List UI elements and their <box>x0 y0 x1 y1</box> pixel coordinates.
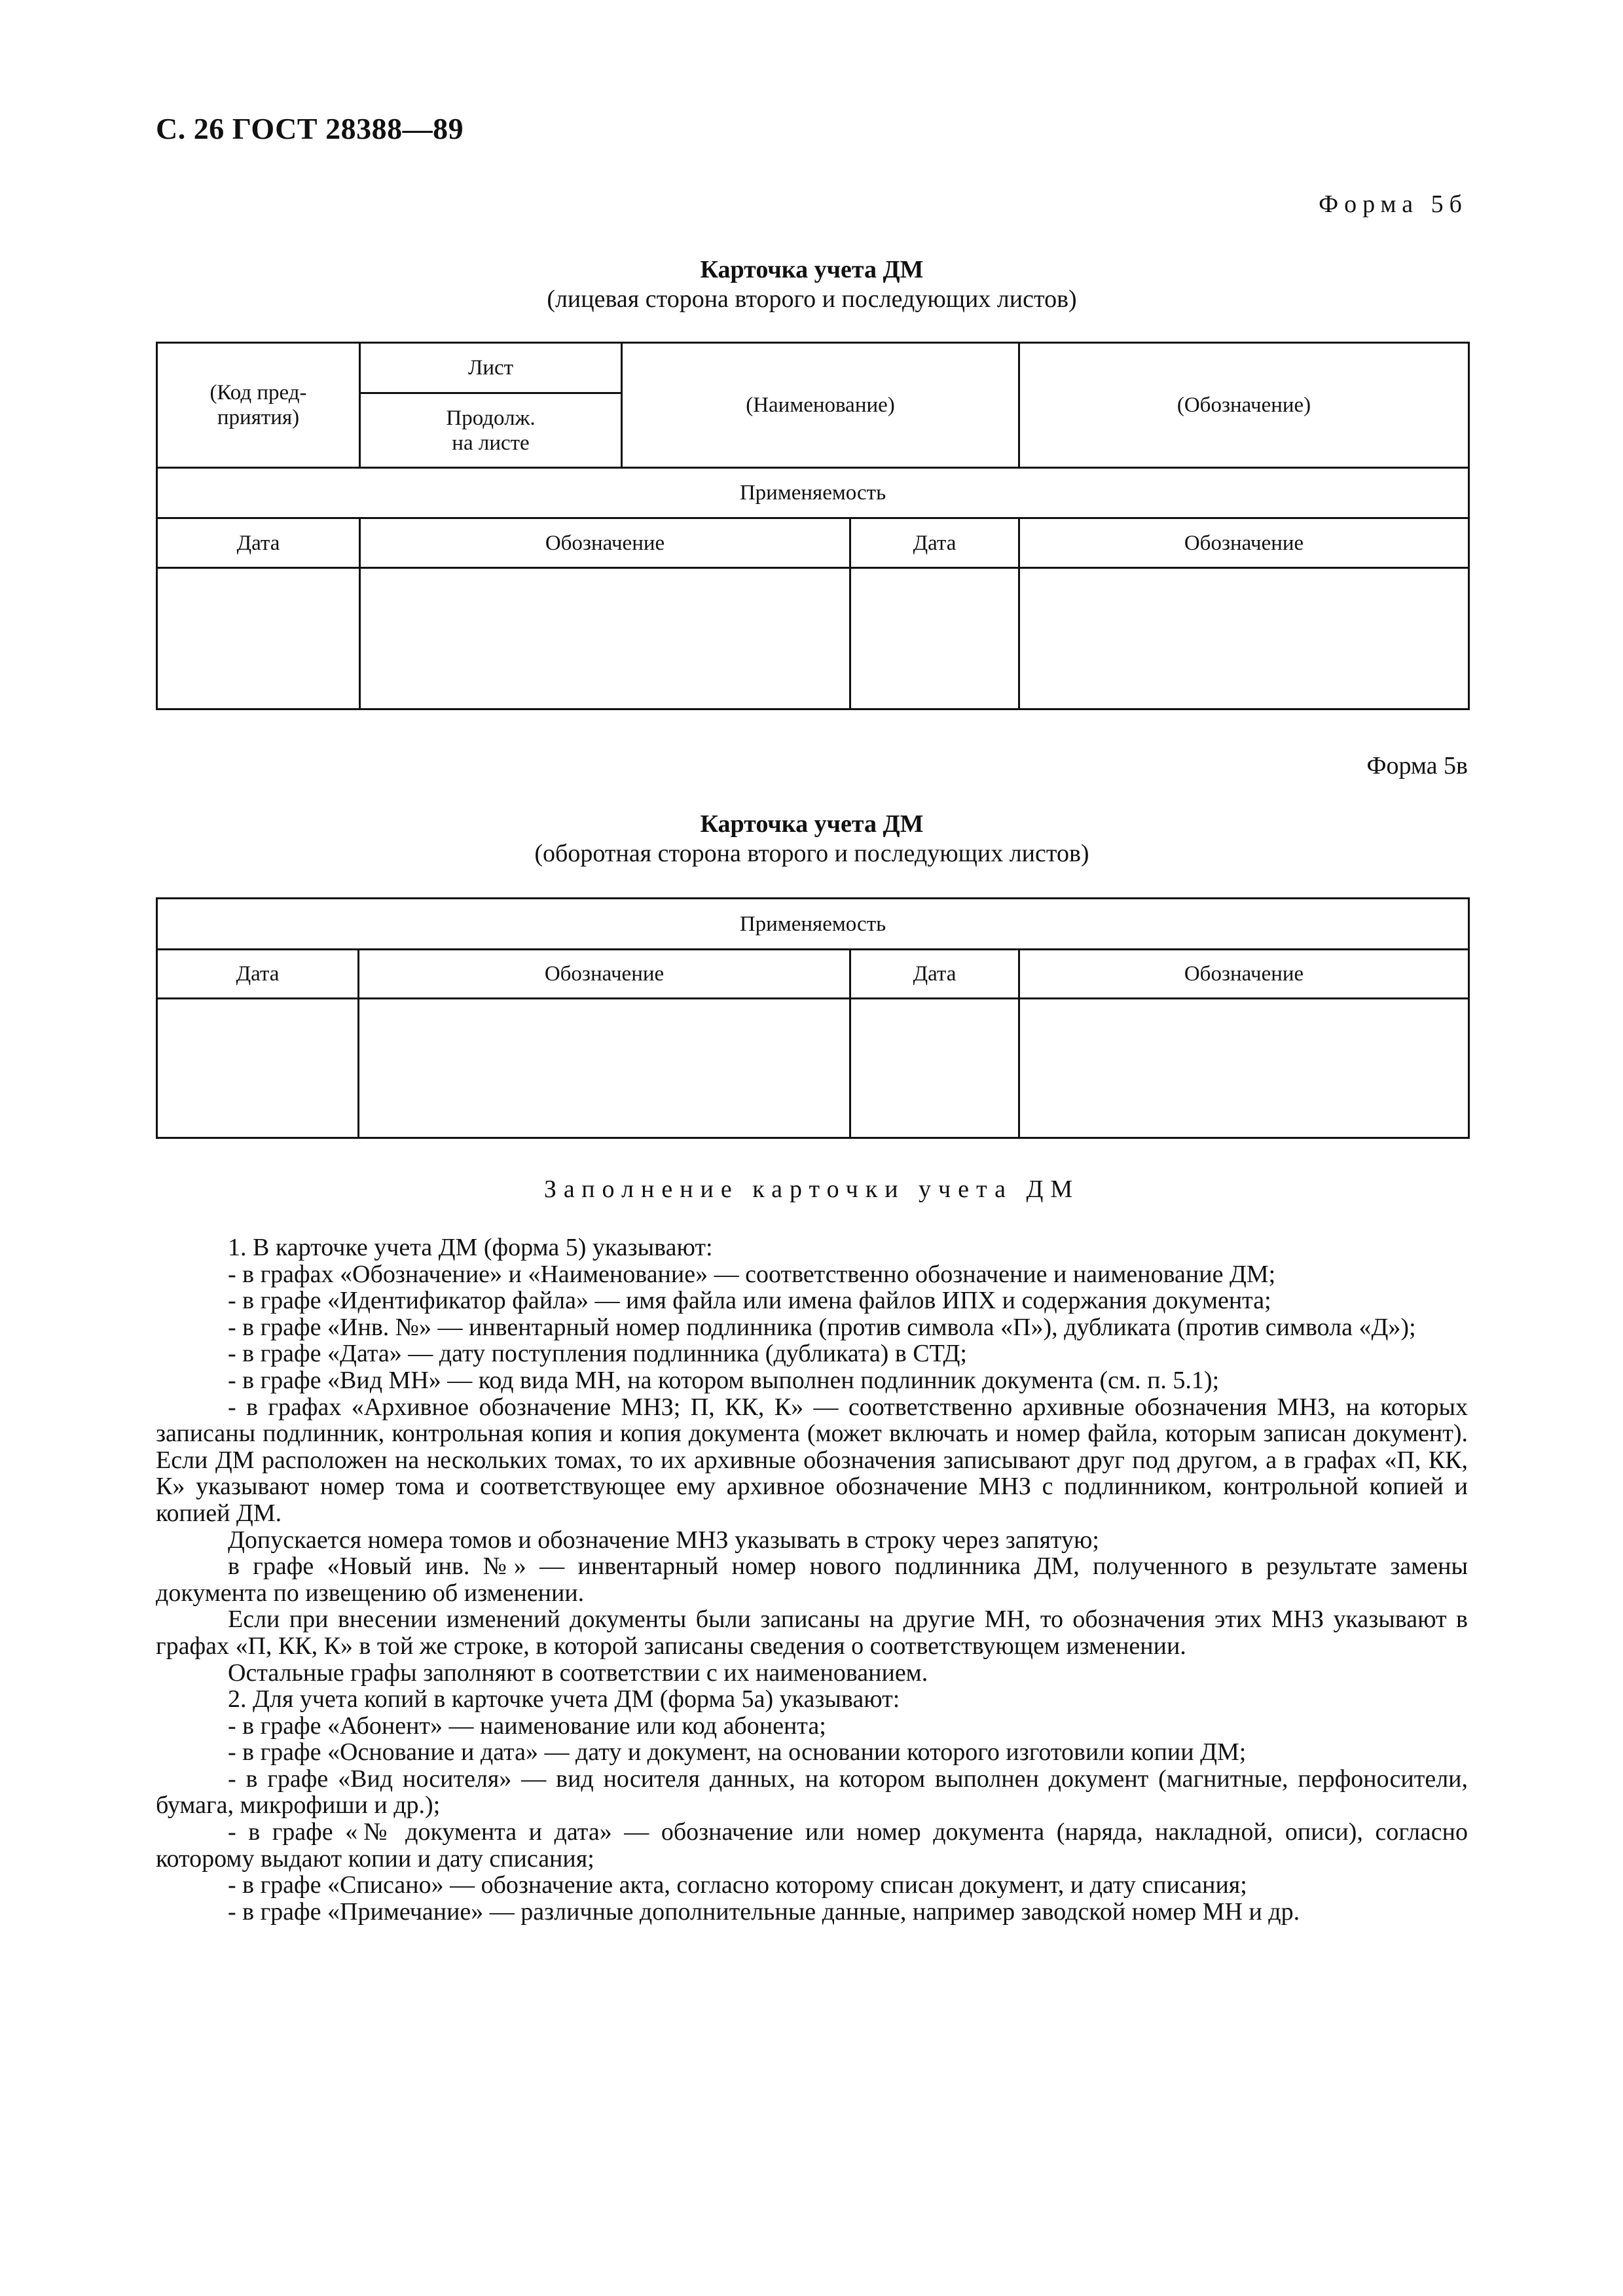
paragraph: - в графе «№ документа и дата» — обозначение или номер документа (наряда, накладной, описи), согласно которому выдают копии и дату списания; <box>156 1818 1468 1873</box>
paragraph: - в графах «Обозначение» и «Наименование» — соответственно обозначение и наименование ДМ; <box>228 1260 1276 1288</box>
paragraph: Остальные графы заполняют в соответствии с их наименованием. <box>228 1659 928 1687</box>
date-column-header: Дата <box>850 950 1019 999</box>
empty-cell <box>157 568 360 709</box>
paragraph: - в графе «Основание и дата» — дату и документ, на основании которого изготовили копии ДМ; <box>228 1738 1247 1767</box>
paragraph: 1. В карточке учета ДМ (форма 5) указывают: <box>228 1234 713 1261</box>
empty-cell <box>360 568 850 709</box>
date-column-header: Дата <box>157 518 360 568</box>
paragraph: - в графе «Примечание» — различные дополнительные данные, например заводской номер МН и др. <box>228 1897 1300 1926</box>
designation-column-header: Обозначение <box>1019 518 1469 568</box>
page-header: С. 26 ГОСТ 28388—89 <box>156 112 464 145</box>
applicability-header: Применяемость <box>157 899 1469 950</box>
empty-cell <box>1019 999 1469 1138</box>
form-5v-subtitle: (оборотная сторона второго и последующих листов) <box>534 840 1089 867</box>
paragraph: - в графах «Архивное обозначение МНЗ; П, КК, К» — соответственно архивные обозначения МНЗ, на которых записаны подлинник, контрольная копия и копия документа (может включать и номер файла, которым записан документ). Если ДМ расположен на нескольких томах, то их архивные обозначения записывают друг под другом, а в графах «П, КК, К» указывают номер тома и соответствующее ему архивное обозначение МНЗ с подлинником, контрольной копией и копией ДМ. <box>156 1393 1468 1527</box>
form-5v-table <box>156 897 1470 1139</box>
designation-cell: (Обозначение) <box>1019 343 1469 468</box>
designation-column-header: Обозначение <box>359 950 850 999</box>
paragraph: - в графе «Абонент» — наименование или код абонента; <box>228 1712 826 1740</box>
continued-on-sheet-cell: Продолж. на листе <box>360 393 622 468</box>
instructions-body <box>156 1234 1468 1925</box>
sheet-cell: Лист <box>360 343 622 393</box>
section-heading: Заполнение карточки учета ДМ <box>543 1175 1080 1203</box>
form-5b-table <box>156 342 1470 710</box>
name-cell: (Наименование) <box>622 343 1019 468</box>
form-5b-subtitle: (лицевая сторона второго и последующих листов) <box>547 285 1077 313</box>
paragraph: - в графе «Вид носителя» — вид носителя данных, на котором выполнен документ (магнитные, перфоносители, бумага, микрофиши и др.); <box>156 1765 1468 1820</box>
designation-column-header: Обозначение <box>360 518 850 568</box>
form-5b-label: Форма 5б <box>1319 190 1468 218</box>
paragraph: в графе «Новый инв. №» — инвентарный номер нового подлинника ДМ, полученного в результате замены документа по извещению об изменении. <box>156 1552 1468 1607</box>
designation-column-header: Обозначение <box>1019 950 1469 999</box>
empty-cell <box>850 568 1019 709</box>
empty-cell <box>1019 568 1469 709</box>
paragraph: - в графе «Списано» — обозначение акта, согласно которому списан документ, и дату списания; <box>228 1871 1247 1899</box>
empty-cell <box>359 999 850 1138</box>
paragraph: - в графе «Инв. №» — инвентарный номер подлинника (против символа «П»), дубликата (против символа «Д»); <box>228 1313 1416 1341</box>
enterprise-code-cell: (Код пред- приятия) <box>157 343 360 468</box>
form-5b-title: Карточка учета ДМ <box>700 256 924 283</box>
paragraph: Если при внесении изменений документы были записаны на другие МН, то обозначения этих МНЗ указывают в графах «П, КК, К» в той же строке, в которой записаны сведения о соответствующем изменении. <box>156 1605 1468 1660</box>
paragraph: Допускается номера томов и обозначение МНЗ указывать в строку через запятую; <box>228 1526 1099 1554</box>
empty-cell <box>157 999 359 1138</box>
form-5v-label: Форма 5в <box>1366 752 1468 780</box>
form-5v-title: Карточка учета ДМ <box>700 810 924 838</box>
applicability-header: Применяемость <box>157 468 1469 518</box>
date-column-header: Дата <box>157 950 359 999</box>
paragraph: - в графе «Дата» — дату поступления подлинника (дубликата) в СТД; <box>228 1340 967 1368</box>
date-column-header: Дата <box>850 518 1019 568</box>
paragraph: - в графе «Идентификатор файла» — имя файла или имена файлов ИПХ и содержания документа; <box>228 1287 1271 1315</box>
paragraph: - в графе «Вид МН» — код вида МН, на котором выполнен подлинник документа (см. п. 5.1); <box>228 1366 1220 1394</box>
paragraph: 2. Для учета копий в карточке учета ДМ (форма 5а) указывают: <box>228 1685 900 1713</box>
empty-cell <box>850 999 1019 1138</box>
